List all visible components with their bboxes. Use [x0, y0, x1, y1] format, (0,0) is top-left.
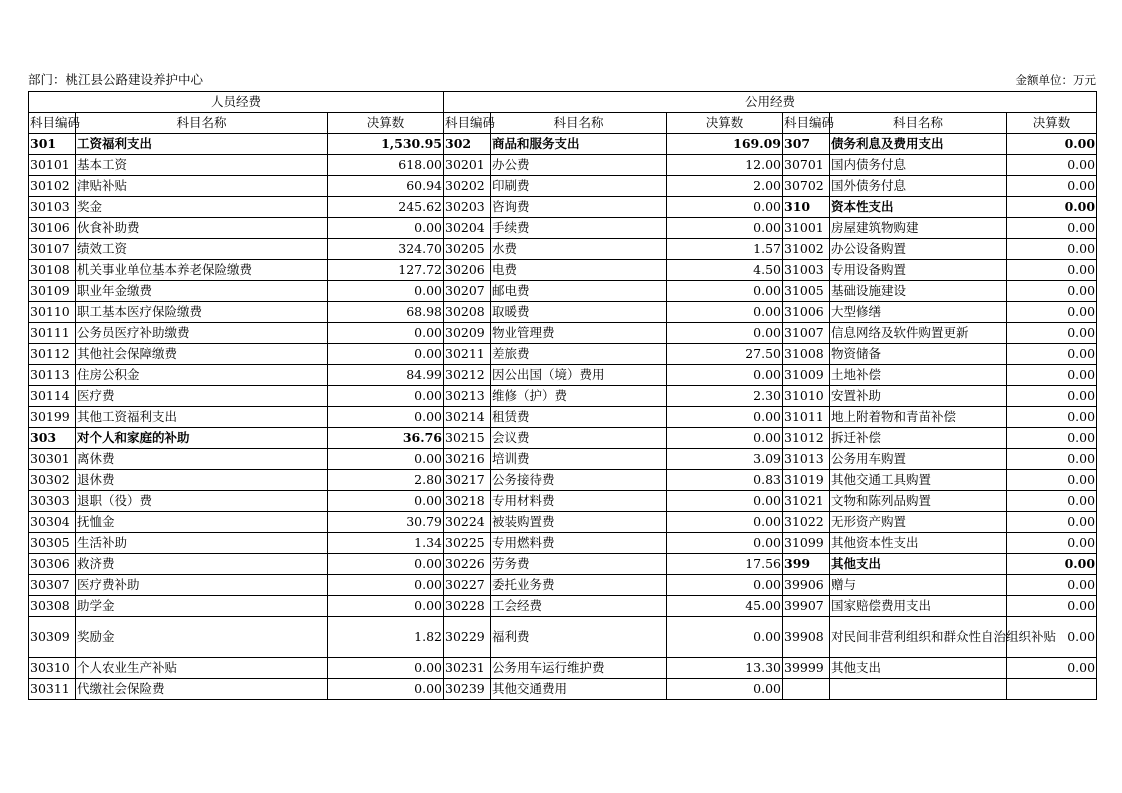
table-body [29, 134, 1097, 700]
code-cell: 30216 [444, 449, 491, 470]
name-cell: 其他交通工具购置 [830, 470, 1007, 491]
name-cell: 取暖费 [491, 302, 667, 323]
amount-cell: 0.00 [1007, 449, 1097, 470]
code-cell: 30110 [29, 302, 76, 323]
amount-cell: 13.30 [667, 658, 783, 679]
amount-cell: 3.09 [667, 449, 783, 470]
code-cell: 31011 [783, 407, 830, 428]
code-cell: 30112 [29, 344, 76, 365]
amount-cell: 84.99 [328, 365, 444, 386]
code-cell: 30227 [444, 575, 491, 596]
name-cell: 物资储备 [830, 344, 1007, 365]
amount-cell: 4.50 [667, 260, 783, 281]
code-cell: 30308 [29, 596, 76, 617]
amount-cell: 0.00 [667, 491, 783, 512]
code-cell: 30309 [29, 617, 76, 658]
name-cell: 地上附着物和青苗补偿 [830, 407, 1007, 428]
amount-cell: 0.00 [328, 554, 444, 575]
name-cell: 生活补助 [76, 533, 328, 554]
table-row [29, 386, 1097, 407]
amount-cell: 30.79 [328, 512, 444, 533]
name-cell: 机关事业单位基本养老保险缴费 [76, 260, 328, 281]
code-cell: 30215 [444, 428, 491, 449]
code-cell: 30214 [444, 407, 491, 428]
column-header-code: 科目编码 [29, 113, 76, 134]
amount-cell: 2.00 [667, 176, 783, 197]
code-cell: 31012 [783, 428, 830, 449]
amount-cell: 0.00 [1007, 344, 1097, 365]
amount-cell: 0.00 [1007, 134, 1097, 155]
table-row [29, 679, 1097, 700]
table-row [29, 449, 1097, 470]
code-cell: 30225 [444, 533, 491, 554]
table-row [29, 176, 1097, 197]
amount-cell: 0.00 [328, 596, 444, 617]
code-cell: 31007 [783, 323, 830, 344]
name-cell: 无形资产购置 [830, 512, 1007, 533]
column-header-name: 科目名称 [830, 113, 1007, 134]
name-cell: 水费 [491, 239, 667, 260]
name-cell: 文物和陈列品购置 [830, 491, 1007, 512]
name-cell: 商品和服务支出 [491, 134, 667, 155]
name-cell: 房屋建筑物购建 [830, 218, 1007, 239]
code-cell: 30106 [29, 218, 76, 239]
amount-cell: 0.00 [667, 365, 783, 386]
code-cell: 30206 [444, 260, 491, 281]
name-cell: 工会经费 [491, 596, 667, 617]
amount-cell: 0.00 [1007, 197, 1097, 218]
amount-cell: 0.00 [328, 386, 444, 407]
column-header-row [29, 113, 1097, 134]
name-cell: 公务用车运行维护费 [491, 658, 667, 679]
name-cell: 债务利息及费用支出 [830, 134, 1007, 155]
amount-cell: 0.00 [1007, 533, 1097, 554]
amount-cell: 0.83 [667, 470, 783, 491]
amount-cell: 0.00 [1007, 428, 1097, 449]
code-cell: 30109 [29, 281, 76, 302]
amount-cell: 0.00 [667, 281, 783, 302]
table-row [29, 407, 1097, 428]
column-header-name: 科目名称 [491, 113, 667, 134]
name-cell: 因公出国（境）费用 [491, 365, 667, 386]
amount-cell: 0.00 [667, 323, 783, 344]
amount-cell: 68.98 [328, 302, 444, 323]
amount-cell: 60.94 [328, 176, 444, 197]
column-header-code: 科目编码 [783, 113, 830, 134]
name-cell: 公务用车购置 [830, 449, 1007, 470]
code-cell: 31001 [783, 218, 830, 239]
name-cell: 土地补偿 [830, 365, 1007, 386]
code-cell: 30213 [444, 386, 491, 407]
name-cell: 安置补助 [830, 386, 1007, 407]
code-cell: 30304 [29, 512, 76, 533]
expense-table [28, 91, 1097, 700]
table-row [29, 365, 1097, 386]
amount-cell: 0.00 [1007, 596, 1097, 617]
table-row [29, 218, 1097, 239]
name-cell: 办公设备购置 [830, 239, 1007, 260]
amount-cell: 12.00 [667, 155, 783, 176]
code-cell [783, 679, 830, 700]
amount-cell: 45.00 [667, 596, 783, 617]
code-cell: 30217 [444, 470, 491, 491]
name-cell: 劳务费 [491, 554, 667, 575]
code-cell: 30702 [783, 176, 830, 197]
amount-cell: 324.70 [328, 239, 444, 260]
name-cell: 咨询费 [491, 197, 667, 218]
code-cell: 30218 [444, 491, 491, 512]
amount-cell: 0.00 [1007, 281, 1097, 302]
code-cell: 30231 [444, 658, 491, 679]
name-cell: 基础设施建设 [830, 281, 1007, 302]
name-cell: 赠与 [830, 575, 1007, 596]
amount-cell: 0.00 [1007, 407, 1097, 428]
code-cell: 307 [783, 134, 830, 155]
amount-cell: 0.00 [328, 449, 444, 470]
table-row [29, 554, 1097, 575]
code-cell: 31022 [783, 512, 830, 533]
name-cell: 被装购置费 [491, 512, 667, 533]
name-cell: 其他工资福利支出 [76, 407, 328, 428]
amount-cell: 1.34 [328, 533, 444, 554]
amount-cell: 0.00 [1007, 491, 1097, 512]
name-cell: 其他支出 [830, 658, 1007, 679]
name-cell: 基本工资 [76, 155, 328, 176]
name-cell: 其他社会保障缴费 [76, 344, 328, 365]
name-cell: 国外债务付息 [830, 176, 1007, 197]
name-cell: 个人农业生产补贴 [76, 658, 328, 679]
name-cell: 公务接待费 [491, 470, 667, 491]
amount-cell: 0.00 [667, 575, 783, 596]
public-section-header: 公用经费 [444, 92, 1097, 113]
name-cell: 退职（役）费 [76, 491, 328, 512]
name-cell: 对个人和家庭的补助 [76, 428, 328, 449]
amount-cell: 0.00 [667, 428, 783, 449]
code-cell: 30204 [444, 218, 491, 239]
table-row [29, 533, 1097, 554]
code-cell: 30209 [444, 323, 491, 344]
code-cell: 31002 [783, 239, 830, 260]
code-cell: 31010 [783, 386, 830, 407]
name-cell: 物业管理费 [491, 323, 667, 344]
code-cell: 30202 [444, 176, 491, 197]
name-cell: 医疗费补助 [76, 575, 328, 596]
name-cell: 国家赔偿费用支出 [830, 596, 1007, 617]
unit-label: 金额单位：万元 [1015, 73, 1096, 87]
code-cell: 30306 [29, 554, 76, 575]
amount-cell: 1.82 [328, 617, 444, 658]
code-cell: 30310 [29, 658, 76, 679]
amount-cell: 0.00 [1007, 512, 1097, 533]
name-cell: 手续费 [491, 218, 667, 239]
code-cell: 31006 [783, 302, 830, 323]
name-cell: 专用材料费 [491, 491, 667, 512]
name-cell: 大型修缮 [830, 302, 1007, 323]
code-cell: 31021 [783, 491, 830, 512]
department-label: 部门：桃江县公路建设养护中心 [28, 72, 204, 87]
amount-cell: 0.00 [328, 344, 444, 365]
table-row [29, 512, 1097, 533]
amount-cell: 0.00 [1007, 575, 1097, 596]
amount-cell: 618.00 [328, 155, 444, 176]
name-cell: 住房公积金 [76, 365, 328, 386]
name-cell: 救济费 [76, 554, 328, 575]
name-cell: 伙食补助费 [76, 218, 328, 239]
amount-cell: 0.00 [1007, 155, 1097, 176]
amount-cell: 0.00 [1007, 386, 1097, 407]
name-cell: 差旅费 [491, 344, 667, 365]
code-cell: 30103 [29, 197, 76, 218]
code-cell: 30207 [444, 281, 491, 302]
code-cell: 30311 [29, 679, 76, 700]
table-row [29, 281, 1097, 302]
amount-cell: 0.00 [1007, 617, 1097, 658]
name-cell: 委托业务费 [491, 575, 667, 596]
amount-cell: 245.62 [328, 197, 444, 218]
amount-cell: 0.00 [1007, 470, 1097, 491]
code-cell: 30111 [29, 323, 76, 344]
code-cell: 30239 [444, 679, 491, 700]
amount-cell: 1,530.95 [328, 134, 444, 155]
code-cell: 30229 [444, 617, 491, 658]
code-cell: 39907 [783, 596, 830, 617]
amount-cell: 0.00 [328, 407, 444, 428]
code-cell: 30201 [444, 155, 491, 176]
amount-cell [1007, 679, 1097, 700]
code-cell: 31009 [783, 365, 830, 386]
amount-cell: 2.80 [328, 470, 444, 491]
amount-cell: 127.72 [328, 260, 444, 281]
table-row [29, 658, 1097, 679]
code-cell: 30701 [783, 155, 830, 176]
name-cell: 工资福利支出 [76, 134, 328, 155]
name-cell: 其他资本性支出 [830, 533, 1007, 554]
amount-cell: 0.00 [667, 197, 783, 218]
name-cell: 抚恤金 [76, 512, 328, 533]
table-row [29, 239, 1097, 260]
code-cell: 31005 [783, 281, 830, 302]
amount-cell: 0.00 [667, 533, 783, 554]
amount-cell: 0.00 [1007, 260, 1097, 281]
code-cell: 31003 [783, 260, 830, 281]
code-cell: 31019 [783, 470, 830, 491]
code-cell: 30107 [29, 239, 76, 260]
personnel-section-header: 人员经费 [29, 92, 444, 113]
name-cell: 其他交通费用 [491, 679, 667, 700]
code-cell: 30211 [444, 344, 491, 365]
code-cell: 31013 [783, 449, 830, 470]
name-cell: 医疗费 [76, 386, 328, 407]
code-cell: 30212 [444, 365, 491, 386]
code-cell: 30199 [29, 407, 76, 428]
amount-cell: 0.00 [667, 679, 783, 700]
name-cell: 租赁费 [491, 407, 667, 428]
code-cell: 30101 [29, 155, 76, 176]
amount-cell: 0.00 [1007, 239, 1097, 260]
amount-cell: 17.56 [667, 554, 783, 575]
amount-cell: 0.00 [328, 491, 444, 512]
column-header-amount: 决算数 [328, 113, 444, 134]
code-cell: 39908 [783, 617, 830, 658]
name-cell: 公务员医疗补助缴费 [76, 323, 328, 344]
amount-cell: 36.76 [328, 428, 444, 449]
amount-cell: 0.00 [328, 575, 444, 596]
amount-cell: 169.09 [667, 134, 783, 155]
name-cell: 助学金 [76, 596, 328, 617]
name-cell: 职业年金缴费 [76, 281, 328, 302]
code-cell: 399 [783, 554, 830, 575]
code-cell: 30305 [29, 533, 76, 554]
table-row [29, 470, 1097, 491]
amount-cell: 0.00 [1007, 365, 1097, 386]
code-cell: 30113 [29, 365, 76, 386]
amount-cell: 0.00 [667, 407, 783, 428]
code-cell: 30203 [444, 197, 491, 218]
name-cell: 专用燃料费 [491, 533, 667, 554]
code-cell: 30102 [29, 176, 76, 197]
name-cell [830, 679, 1007, 700]
name-cell: 培训费 [491, 449, 667, 470]
code-cell: 30224 [444, 512, 491, 533]
amount-cell: 0.00 [667, 218, 783, 239]
amount-cell: 27.50 [667, 344, 783, 365]
table-row [29, 155, 1097, 176]
amount-cell: 0.00 [328, 281, 444, 302]
name-cell: 信息网络及软件购置更新 [830, 323, 1007, 344]
column-header-code: 科目编码 [444, 113, 491, 134]
code-cell: 30307 [29, 575, 76, 596]
table-row [29, 344, 1097, 365]
section-header-row [29, 92, 1097, 113]
amount-cell: 0.00 [328, 323, 444, 344]
name-cell: 职工基本医疗保险缴费 [76, 302, 328, 323]
name-cell: 国内债务付息 [830, 155, 1007, 176]
code-cell: 30303 [29, 491, 76, 512]
amount-cell: 0.00 [667, 302, 783, 323]
name-cell: 津贴补贴 [76, 176, 328, 197]
name-cell: 电费 [491, 260, 667, 281]
code-cell: 30302 [29, 470, 76, 491]
name-cell: 专用设备购置 [830, 260, 1007, 281]
amount-cell: 0.00 [1007, 658, 1097, 679]
name-cell: 拆迁补偿 [830, 428, 1007, 449]
amount-cell: 2.30 [667, 386, 783, 407]
code-cell: 310 [783, 197, 830, 218]
code-cell: 303 [29, 428, 76, 449]
name-cell: 退休费 [76, 470, 328, 491]
table-row [29, 134, 1097, 155]
code-cell: 30108 [29, 260, 76, 281]
name-cell: 其他支出 [830, 554, 1007, 575]
code-cell: 39906 [783, 575, 830, 596]
amount-cell: 0.00 [667, 512, 783, 533]
code-cell: 30205 [444, 239, 491, 260]
code-cell: 30208 [444, 302, 491, 323]
amount-cell: 0.00 [1007, 218, 1097, 239]
name-cell: 绩效工资 [76, 239, 328, 260]
table-row [29, 575, 1097, 596]
table-row [29, 428, 1097, 449]
code-cell: 302 [444, 134, 491, 155]
code-cell: 30228 [444, 596, 491, 617]
name-cell: 邮电费 [491, 281, 667, 302]
amount-cell: 0.00 [1007, 554, 1097, 575]
name-cell: 对民间非营利组织和群众性自治组织补贴 [830, 617, 1007, 658]
amount-cell: 0.00 [328, 658, 444, 679]
code-cell: 30114 [29, 386, 76, 407]
table-row [29, 596, 1097, 617]
name-cell: 办公费 [491, 155, 667, 176]
table-row [29, 302, 1097, 323]
table-row [29, 323, 1097, 344]
amount-cell: 0.00 [328, 679, 444, 700]
code-cell: 30226 [444, 554, 491, 575]
code-cell: 31099 [783, 533, 830, 554]
name-cell: 会议费 [491, 428, 667, 449]
amount-cell: 0.00 [1007, 176, 1097, 197]
table-row [29, 491, 1097, 512]
column-header-amount: 决算数 [667, 113, 783, 134]
amount-cell: 0.00 [328, 218, 444, 239]
amount-cell: 1.57 [667, 239, 783, 260]
code-cell: 39999 [783, 658, 830, 679]
name-cell: 奖励金 [76, 617, 328, 658]
column-header-name: 科目名称 [76, 113, 328, 134]
name-cell: 离休费 [76, 449, 328, 470]
amount-cell: 0.00 [667, 617, 783, 658]
name-cell: 资本性支出 [830, 197, 1007, 218]
name-cell: 代缴社会保险费 [76, 679, 328, 700]
code-cell: 31008 [783, 344, 830, 365]
table-row [29, 617, 1097, 658]
code-cell: 301 [29, 134, 76, 155]
name-cell: 奖金 [76, 197, 328, 218]
table-row [29, 260, 1097, 281]
code-cell: 30301 [29, 449, 76, 470]
amount-cell: 0.00 [1007, 302, 1097, 323]
column-header-amount: 决算数 [1007, 113, 1097, 134]
table-row [29, 197, 1097, 218]
name-cell: 维修（护）费 [491, 386, 667, 407]
amount-cell: 0.00 [1007, 323, 1097, 344]
name-cell: 印刷费 [491, 176, 667, 197]
name-cell: 福利费 [491, 617, 667, 658]
